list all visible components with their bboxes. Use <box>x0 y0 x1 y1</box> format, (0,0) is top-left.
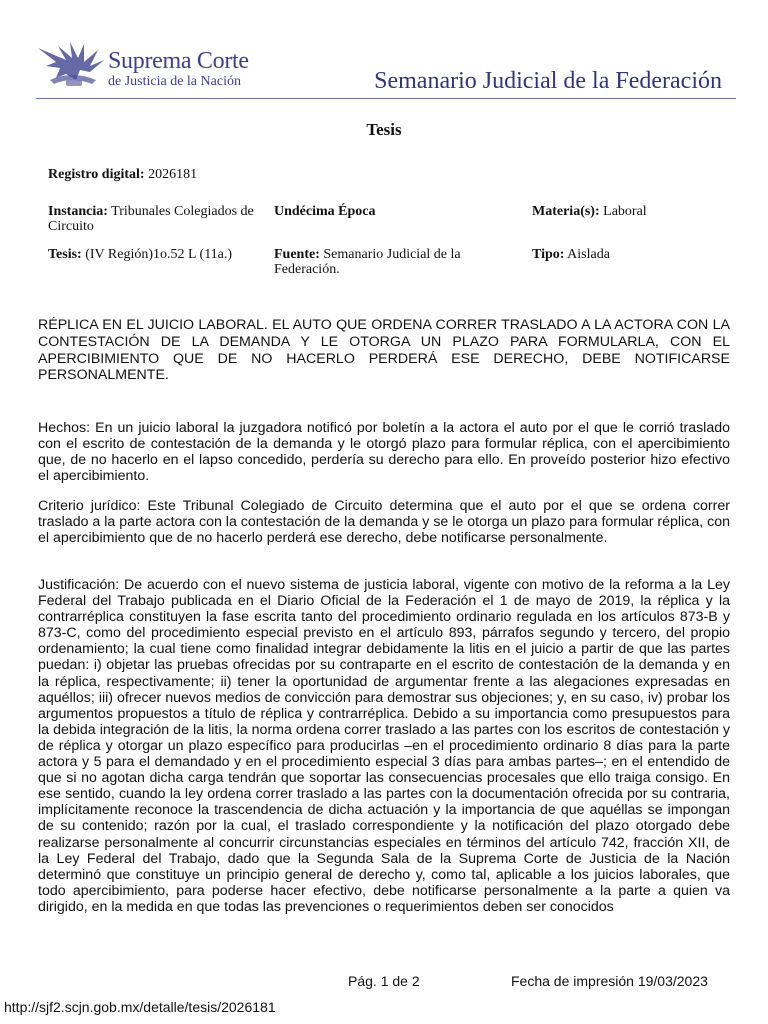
instancia-label: Instancia: <box>48 204 108 219</box>
header-divider <box>36 98 736 99</box>
tesis-field <box>48 247 262 262</box>
eagle-logo-icon <box>36 40 110 90</box>
page-number: Pág. 1 de 2 <box>348 973 420 989</box>
registro-label: Registro digital: <box>48 167 145 182</box>
tesis-value: (IV Región)1o.52 L (11a.) <box>85 247 233 262</box>
instancia-value: Tribunales Colegiados de Circuito <box>48 204 254 234</box>
registro-field <box>48 167 197 182</box>
print-date: Fecha de impresión 19/03/2023 <box>511 973 708 989</box>
materia-value: Laboral <box>603 204 647 219</box>
materia-label: Materia(s): <box>532 204 600 219</box>
logo-title: Suprema Corte <box>108 48 249 74</box>
registro-value: 2026181 <box>148 167 198 182</box>
tesis-label: Tesis: <box>48 247 82 262</box>
document-type: Tesis <box>366 120 402 139</box>
criterio-paragraph: Criterio jurídico: Este Tribunal Colegiado de Circuito determina que el auto por el que se ordena correr traslado a la parte actora con la contestación de la demanda y se le otorga un plazo para formular réplica, con el apercibimiento que de no hacerlo perderá ese derecho, debe notificarse personalmente. <box>38 498 730 547</box>
justificacion-paragraph: Justificación: De acuerdo con el nuevo sistema de justicia laboral, vigente con motivo de la reforma a la Ley Federal del Trabajo publicada en el Diario Oficial de la Federación el 1 de mayo de 2019, la réplica y la contrarréplica constituyen la fase escrita tanto del procedimiento ordinario regulada en los artículos 873-B y 873-C, como del procedimiento especial previsto en el artículo 893, párrafos segundo y tercero, del propio ordenamiento; la cual tiene como finalidad integrar debidamente la litis en el juicio a partir de que las partes puedan: i) objetar las pruebas ofrecidas por su contraparte en el escrito de contestación de la demanda y en la réplica, respectivamente; ii) tener la oportunidad de argumentar frente a las alegaciones expresadas en aquéllos; iii) ofrecer nuevos medios de convicción para demostrar sus objeciones; y, en su caso, iv) probar los argumentos propuestos a título de réplica y contrarréplica. Debido a su importancia como presupuestos para la debida integración de la litis, la norma ordena correr traslado a las partes con los escritos de contestación y de réplica y otorgar un plazo específico para producirlas –en el procedimiento ordinario 8 días para la parte actora y 5 para el demandado y en el procedimiento especial 3 días para ambas partes–; en el entendido de que si no agotan dicha carga tendrán que soportar las consecuencias procesales que ello traiga consigo. En ese sentido, cuando la ley ordena correr traslado a las partes con la documentación ofrecida por su contraria, implícitamente reconoce la trascendencia de dicha actuación y la importancia de que aquéllas se impongan de su contenido; razón por la cual, el traslado correspondiente y la notificación del plazo otorgado debe realizarse personalmente al concurrir circunstancias especiales en términos del artículo 742, fracción XII, de la Ley Federal del Trabajo, dado que la Segunda Sala de la Suprema Corte de Justicia de la Nación determinó que constituye un principio general de derecho y, como tal, aplicable a los juicios laborales, que todo apercibimiento, para poderse hacer efectivo, debe notificarse personalmente a la parte a quien va dirigido, en la medida en que todas las prevenciones o requerimientos deben ser conocidos <box>38 577 730 915</box>
fuente-field <box>274 247 494 277</box>
fuente-value: Semanario Judicial de la Federación. <box>274 247 461 277</box>
fuente-label: Fuente: <box>274 247 320 262</box>
hechos-paragraph: Hechos: En un juicio laboral la juzgadora notificó por boletín a la actora el auto por el que le corrió traslado con el escrito de contestación de la demanda y le otorgó plazo para formular réplica, con el apercibimiento que, de no hacerlo en el lapso concedido, perdería su derecho para ello. En proveído posterior hizo efectivo el apercibimiento. <box>38 420 730 485</box>
materia-field <box>532 204 647 219</box>
epoca-field <box>274 204 376 219</box>
epoca-label: Undécima Época <box>274 204 376 219</box>
instancia-field <box>48 204 262 234</box>
tipo-field <box>532 247 610 262</box>
site-title: Semanario Judicial de la Federación <box>374 68 722 94</box>
page-header <box>36 38 736 100</box>
thesis-heading: RÉPLICA EN EL JUICIO LABORAL. EL AUTO QUE ORDENA CORRER TRASLADO A LA ACTORA CON LA CONTESTACIÓN DE LA DEMANDA Y LE OTORGA UN PLAZO PARA FORMULARLA, CON EL APERCIBIMIENTO QUE DE NO HACERLO PERDERÁ ESE DERECHO, DEBE NOTIFICARSE PERSONALMENTE. <box>38 317 730 384</box>
logo-subtitle: de Justicia de la Nación <box>108 74 241 89</box>
tipo-label: Tipo: <box>532 247 565 262</box>
tipo-value: Aislada <box>567 247 610 262</box>
page-url: http://sjf2.scjn.gob.mx/detalle/tesis/2026181 <box>4 999 276 1015</box>
